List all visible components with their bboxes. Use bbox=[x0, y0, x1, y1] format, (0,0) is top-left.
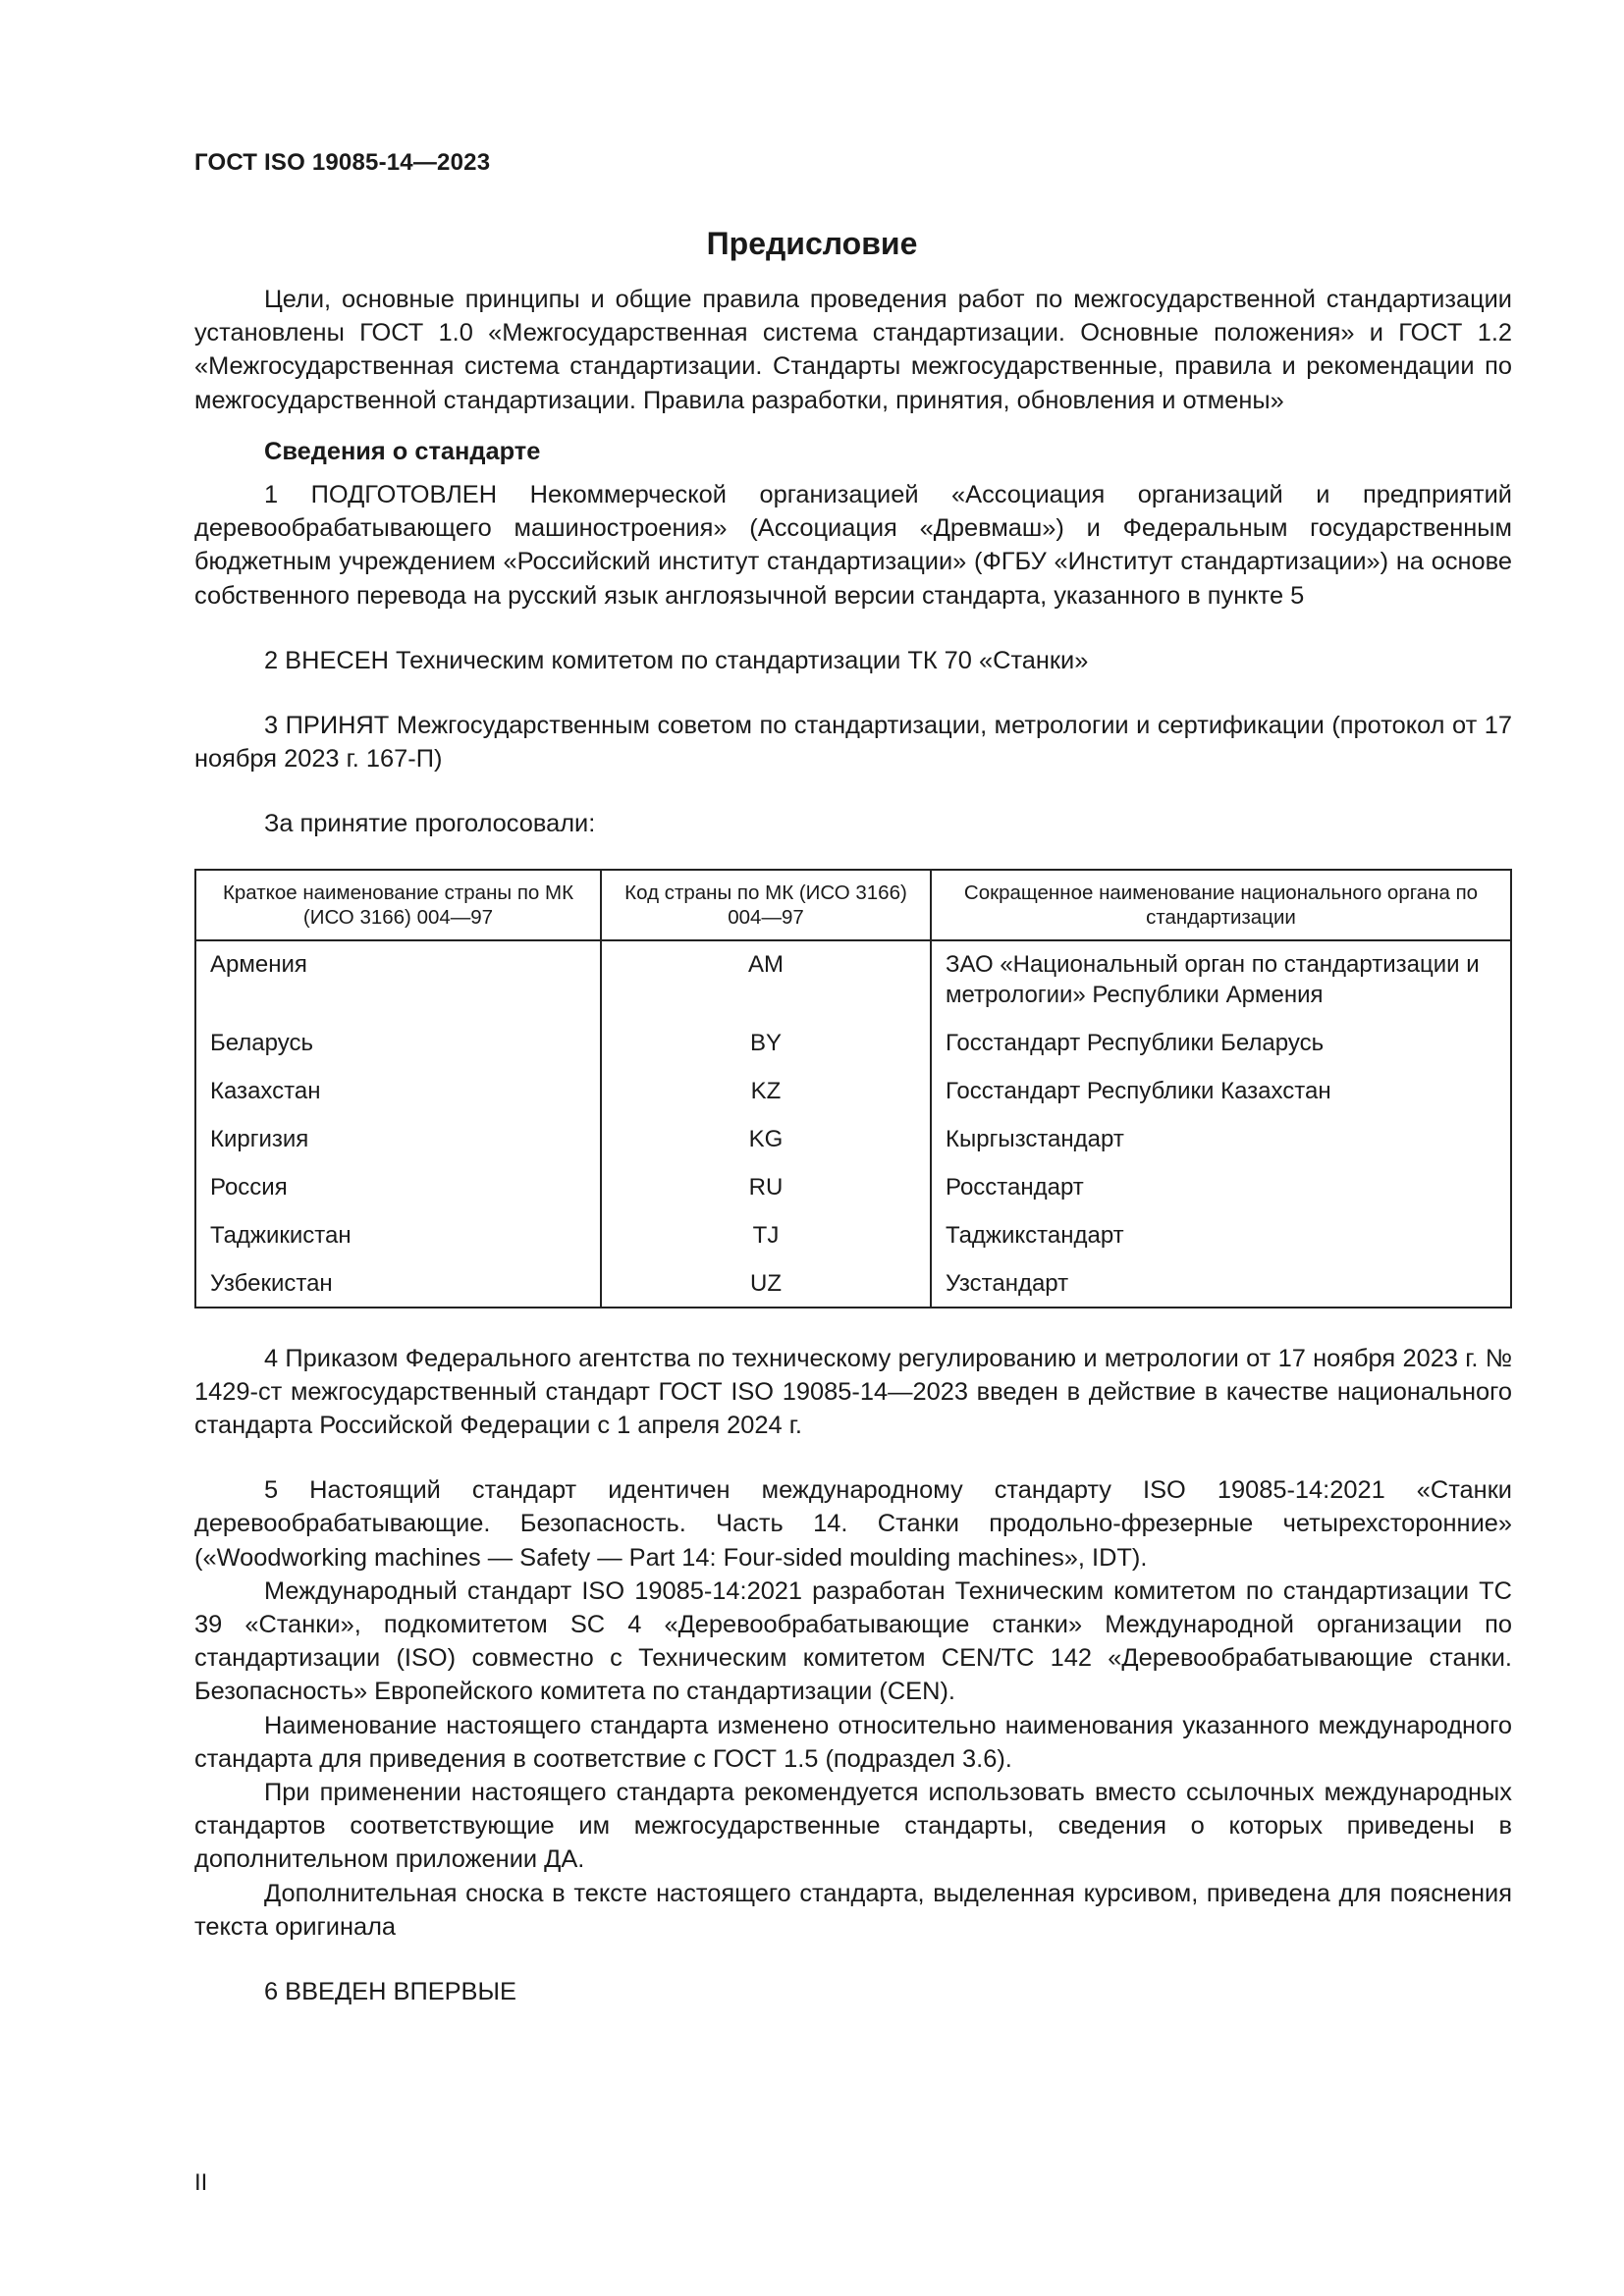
standards-body-cell: Кыргызстандарт bbox=[931, 1121, 1511, 1169]
code-cell: BY bbox=[601, 1025, 931, 1073]
item-5-origin-paragraph: Международный стандарт ISO 19085-14:2021 разработан Техническим комитетом по стандартизации TC 39 «Станки», подкомитетом SC 4 «Деревообрабатывающие станки» Международной организации по стандартизации (ISO) совместно с Техническим комитетом CEN/TC 142 «Деревообрабатывающие станки. Безопасность» Европейского комитета по стандартизации (CEN). bbox=[194, 1576, 1512, 1706]
table-row bbox=[195, 1121, 1511, 1169]
item-3-paragraph: 3 ПРИНЯТ Межгосударственным советом по стандартизации, метрологии и сертификации (протокол от 17 ноября 2023 г. 167-П) bbox=[194, 712, 1512, 774]
code-cell: RU bbox=[601, 1169, 931, 1217]
table-row bbox=[195, 940, 1511, 1025]
country-cell: Узбекистан bbox=[195, 1265, 601, 1308]
table-header-standards-body: Сокращенное наименование национального органа по стандартизации bbox=[931, 870, 1511, 940]
standards-body-cell: Госстандарт Республики Казахстан bbox=[931, 1073, 1511, 1121]
votes-intro: За принятие проголосовали: bbox=[264, 810, 596, 838]
code-cell: TJ bbox=[601, 1217, 931, 1265]
code-cell: KZ bbox=[601, 1073, 931, 1121]
intro-paragraph: Цели, основные принципы и общие правила проведения работ по межгосударственной стандартизации установлены ГОСТ 1.0 «Межгосударственная система стандартизации. Основные положения» и ГОСТ 1.2 «Межгосударственная система стандартизации. Стандарты межгосударственные, правила и рекомендации по межгосударственной стандартизации. Правила разработки, принятия, обновления и отмены» bbox=[194, 286, 1512, 414]
table-row bbox=[195, 1073, 1511, 1121]
country-cell: Таджикистан bbox=[195, 1217, 601, 1265]
country-cell: Киргизия bbox=[195, 1121, 601, 1169]
code-cell: AM bbox=[601, 940, 931, 1025]
foreword-body bbox=[194, 283, 1512, 2008]
code-cell: KG bbox=[601, 1121, 931, 1169]
document-header-id: ГОСТ ISO 19085-14—2023 bbox=[194, 149, 491, 176]
table-header-country: Краткое наименование страны по МК (ИСО 3166) 004—97 bbox=[195, 870, 601, 940]
country-cell: Россия bbox=[195, 1169, 601, 1217]
standards-body-cell: Росстандарт bbox=[931, 1169, 1511, 1217]
item-5-footnote-paragraph: Дополнительная сноска в тексте настоящего стандарта, выделенная курсивом, приведена для пояснения текста оригинала bbox=[194, 1879, 1512, 1941]
standards-body-cell: Узстандарт bbox=[931, 1265, 1511, 1308]
country-cell: Армения bbox=[195, 940, 601, 1025]
table-row bbox=[195, 1265, 1511, 1308]
item-5-paragraph: 5 Настоящий стандарт идентичен международному стандарту ISO 19085-14:2021 «Станки деревообрабатывающие. Безопасность. Часть 14. Станки продольно-фрезерные четырехсторонние» («Woodworking machines — Safety — Part 14: Four-sided moulding machines», IDT). bbox=[194, 1476, 1512, 1572]
country-cell: Беларусь bbox=[195, 1025, 601, 1073]
item-2-paragraph: 2 ВНЕСЕН Техническим комитетом по стандартизации ТК 70 «Станки» bbox=[264, 646, 1089, 674]
standards-body-cell: Госстандарт Республики Беларусь bbox=[931, 1025, 1511, 1073]
table-row bbox=[195, 1025, 1511, 1073]
item-4-paragraph: 4 Приказом Федерального агентства по техническому регулированию и метрологии от 17 ноября 2023 г. № 1429-ст межгосударственный стандарт ГОСТ ISO 19085-14—2023 введен в действие в качестве национального стандарта Российской Федерации с 1 апреля 2024 г. bbox=[194, 1344, 1512, 1440]
table-row bbox=[195, 1169, 1511, 1217]
standards-body-cell: ЗАО «Национальный орган по стандартизации и метрологии» Республики Армения bbox=[931, 940, 1511, 1025]
item-5-title-change-paragraph: Наименование настоящего стандарта изменено относительно наименования указанного международного стандарта для приведения в соответствие с ГОСТ 1.5 (подраздел 3.6). bbox=[194, 1711, 1512, 1773]
country-cell: Казахстан bbox=[195, 1073, 601, 1121]
table-row bbox=[195, 1217, 1511, 1265]
item-1-paragraph: 1 ПОДГОТОВЛЕН Некоммерческой организацией «Ассоциация организаций и предприятий деревообрабатывающего машиностроения» (Ассоциация «Древмаш») и Федеральным государственным бюджетным учреждением «Российский институт стандартизации» (ФГБУ «Институт стандартизации») на основе собственного перевода на русский язык англоязычной версии стандарта, указанного в пункте 5 bbox=[194, 481, 1512, 610]
standard-info-heading: Сведения о стандарте bbox=[264, 437, 541, 465]
code-cell: UZ bbox=[601, 1265, 931, 1308]
table-header-code: Код страны по МК (ИСО 3166) 004—97 bbox=[601, 870, 931, 940]
voting-countries-table bbox=[194, 869, 1512, 1308]
item-5-references-paragraph: При применении настоящего стандарта рекомендуется использовать вместо ссылочных международных стандартов соответствующие им межгосударственные стандарты, сведения о которых приведены в дополнительном приложении ДА. bbox=[194, 1779, 1512, 1874]
page-title: Предисловие bbox=[706, 226, 918, 261]
page-number: II bbox=[194, 2169, 208, 2196]
standards-body-cell: Таджикстандарт bbox=[931, 1217, 1511, 1265]
item-6-paragraph: 6 ВВЕДЕН ВПЕРВЫЕ bbox=[264, 1978, 516, 2006]
